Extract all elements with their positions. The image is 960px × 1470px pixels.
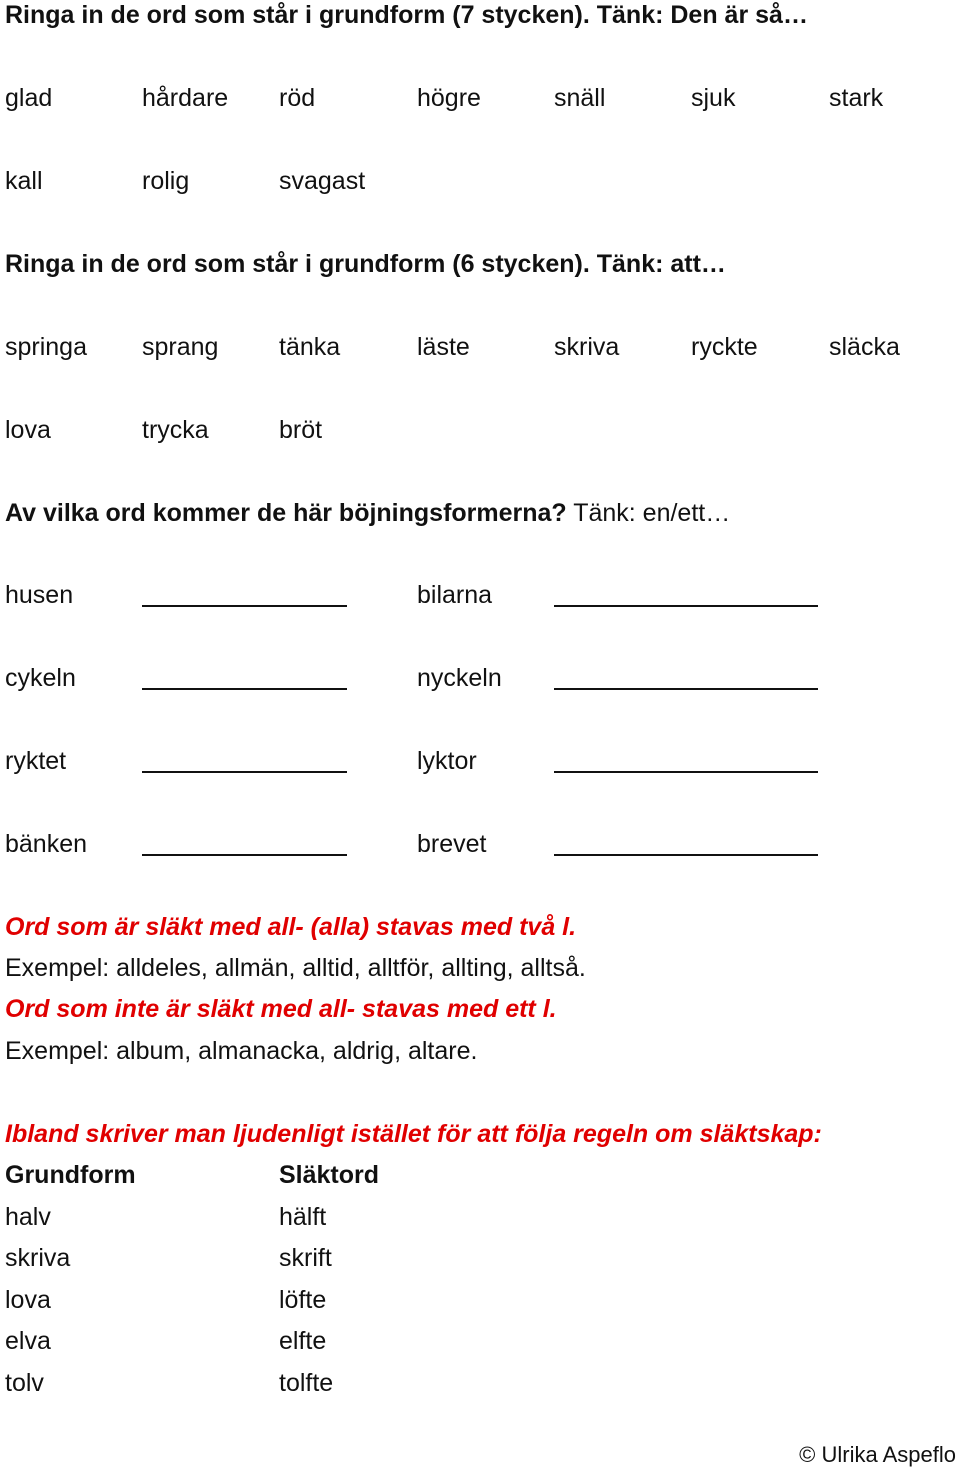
word-trycka[interactable]: trycka bbox=[142, 416, 209, 444]
word-hardare[interactable]: hårdare bbox=[142, 84, 229, 112]
base-word-tolv: tolv bbox=[5, 1369, 44, 1397]
section2-heading: Ringa in de ord som står i grundform (6 stycken). Tänk: att… bbox=[5, 250, 726, 278]
answer-blank-nyckeln[interactable] bbox=[554, 688, 818, 690]
word-springa[interactable]: springa bbox=[5, 333, 87, 361]
word-skriva[interactable]: skriva bbox=[554, 333, 620, 361]
word-sprang[interactable]: sprang bbox=[142, 333, 219, 361]
word-stark[interactable]: stark bbox=[829, 84, 884, 112]
inflected-word-husen: husen bbox=[5, 581, 74, 609]
word-snall[interactable]: snäll bbox=[554, 84, 606, 112]
word-tanka[interactable]: tänka bbox=[279, 333, 341, 361]
word-slacka[interactable]: släcka bbox=[829, 333, 900, 361]
answer-blank-ryktet[interactable] bbox=[142, 771, 347, 773]
example-single-l: Exempel: album, almanacka, aldrig, altare. bbox=[5, 1037, 478, 1065]
rule-double-l: Ord som är släkt med all- (alla) stavas med två l. bbox=[5, 913, 577, 941]
word-rod[interactable]: röd bbox=[279, 84, 316, 112]
inflected-word-banken: bänken bbox=[5, 830, 88, 858]
word-rolig[interactable]: rolig bbox=[142, 167, 190, 195]
base-word-halv: halv bbox=[5, 1203, 51, 1231]
example-double-l: Exempel: alldeles, allmän, alltid, alltför, allting, alltså. bbox=[5, 954, 586, 982]
section4-heading: Ibland skriver man ljudenligt istället för att följa regeln om släktskap: bbox=[5, 1120, 822, 1148]
word-glad[interactable]: glad bbox=[5, 84, 53, 112]
related-word-halft: hälft bbox=[279, 1203, 327, 1231]
word-brot[interactable]: bröt bbox=[279, 416, 323, 444]
related-word-elfte: elfte bbox=[279, 1327, 327, 1355]
inflected-word-brevet: brevet bbox=[417, 830, 487, 858]
section3-heading-main: Av vilka ord kommer de här böjningsformerna? bbox=[5, 499, 567, 527]
base-word-lova: lova bbox=[5, 1286, 51, 1314]
copyright-notice: © Ulrika Aspeflo bbox=[799, 1442, 956, 1467]
word-kall[interactable]: kall bbox=[5, 167, 43, 195]
inflected-word-bilarna: bilarna bbox=[417, 581, 493, 609]
word-hogre[interactable]: högre bbox=[417, 84, 481, 112]
answer-blank-lyktor[interactable] bbox=[554, 771, 818, 773]
answer-blank-cykeln[interactable] bbox=[142, 688, 347, 690]
answer-blank-banken[interactable] bbox=[142, 854, 347, 856]
column-header-grundform: Grundform bbox=[5, 1161, 136, 1189]
answer-blank-brevet[interactable] bbox=[554, 854, 818, 856]
related-word-tolfte: tolfte bbox=[279, 1369, 334, 1397]
inflected-word-lyktor: lyktor bbox=[417, 747, 477, 775]
column-header-slaktord: Släktord bbox=[279, 1161, 380, 1189]
section3-heading-hint: Tänk: en/ett… bbox=[566, 499, 731, 527]
base-word-elva: elva bbox=[5, 1327, 51, 1355]
word-lova[interactable]: lova bbox=[5, 416, 51, 444]
related-word-skrift: skrift bbox=[279, 1244, 332, 1272]
answer-blank-bilarna[interactable] bbox=[554, 605, 818, 607]
rule-single-l: Ord som inte är släkt med all- stavas med ett l. bbox=[5, 995, 557, 1023]
related-word-lofte: löfte bbox=[279, 1286, 327, 1314]
base-word-skriva: skriva bbox=[5, 1244, 71, 1272]
word-sjuk[interactable]: sjuk bbox=[691, 84, 736, 112]
inflected-word-ryktet: ryktet bbox=[5, 747, 67, 775]
word-laste[interactable]: läste bbox=[417, 333, 470, 361]
section3-heading bbox=[5, 498, 730, 528]
word-svagast[interactable]: svagast bbox=[279, 167, 366, 195]
inflected-word-cykeln: cykeln bbox=[5, 664, 76, 692]
answer-blank-husen[interactable] bbox=[142, 605, 347, 607]
section1-heading: Ringa in de ord som står i grundform (7 stycken). Tänk: Den är så… bbox=[5, 1, 808, 29]
inflected-word-nyckeln: nyckeln bbox=[417, 664, 502, 692]
word-ryckte[interactable]: ryckte bbox=[691, 333, 758, 361]
